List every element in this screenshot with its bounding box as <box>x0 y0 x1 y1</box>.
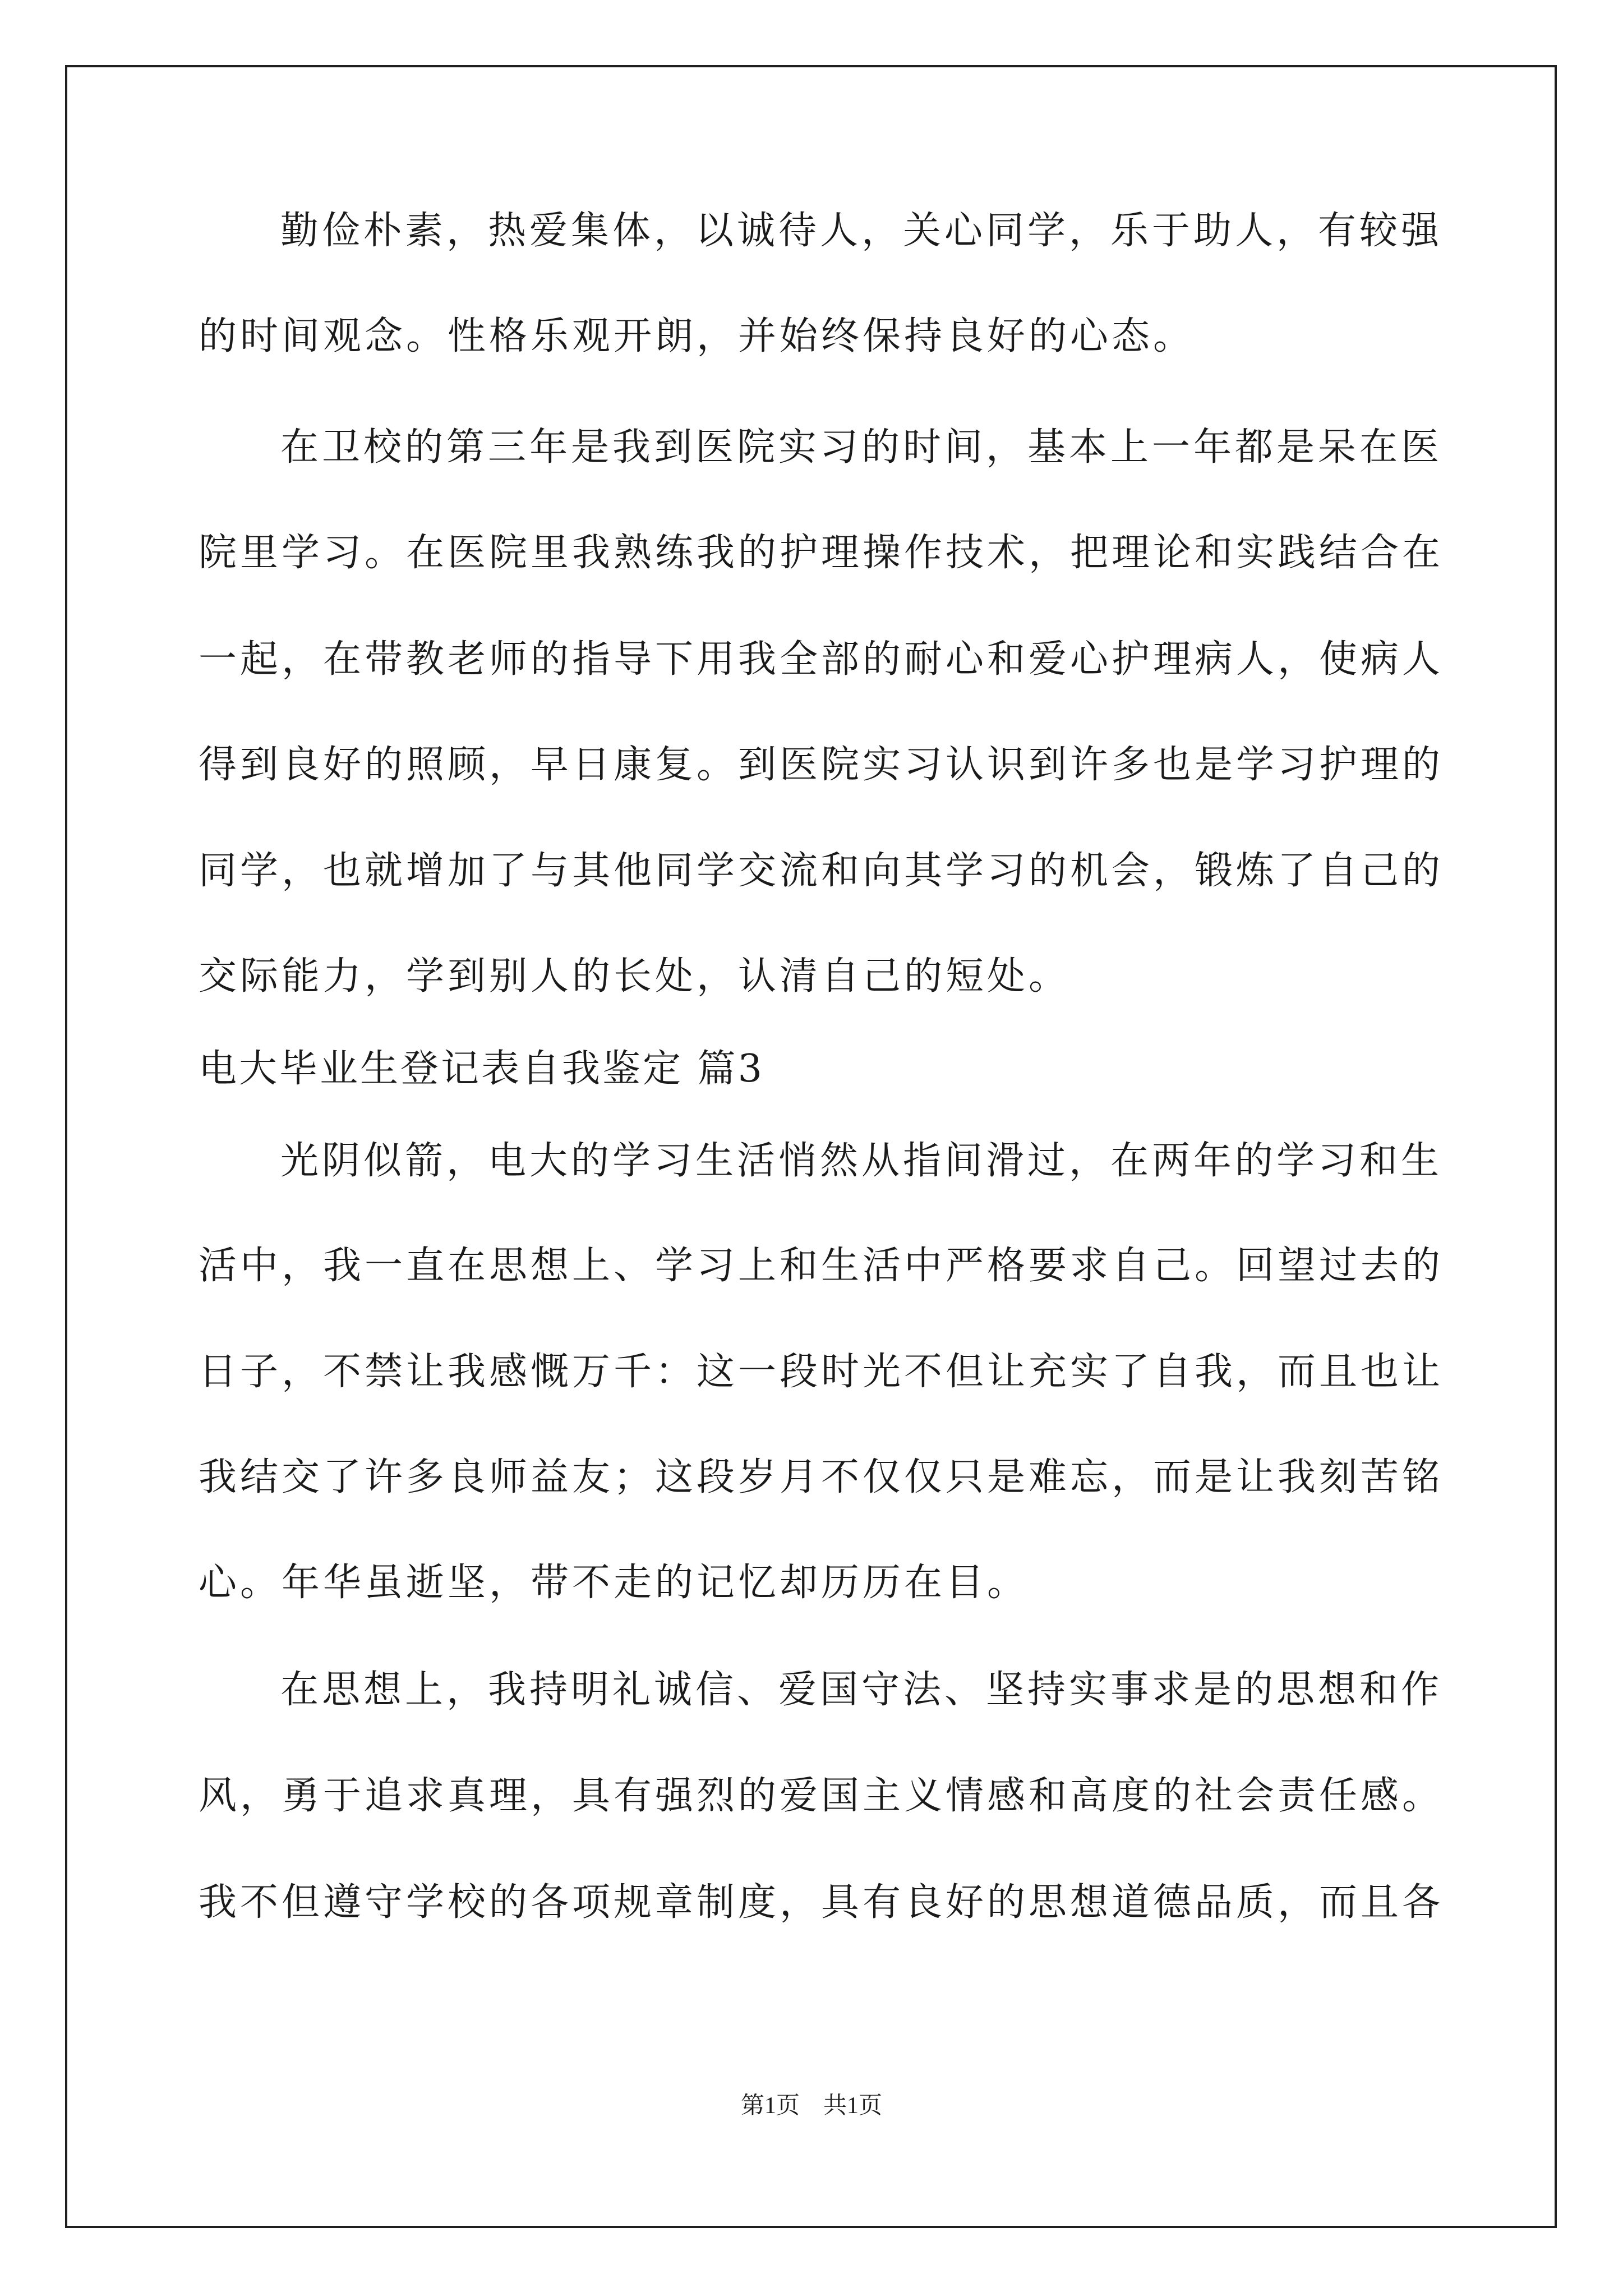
paragraph-line: 活中，我一直在思想上、学习上和生活中严格要求自己。回望过去的 <box>199 1244 1444 1288</box>
page-number-label: 第1页 共1页 <box>740 2093 882 2119</box>
page-footer <box>0 2089 1623 2123</box>
paragraph-line: 风，勇于追求真理，具有强烈的爱国主义情感和高度的社会责任感。 <box>199 1774 1444 1818</box>
paragraph-line: 日子，不禁让我感慨万千：这一段时光不但让充实了自我，而且也让 <box>199 1350 1444 1394</box>
paragraph-line: 一起，在带教老师的指导下用我全部的耐心和爱心护理病人，使病人 <box>199 637 1444 682</box>
paragraph-line: 心。年华虽逝坚，带不走的记忆却历历在目。 <box>199 1561 1029 1605</box>
paragraph-line: 我结交了许多良师益友；这段岁月不仅仅只是难忘，而是让我刻苦铭 <box>199 1455 1444 1499</box>
section-heading: 电大毕业生登记表自我鉴定 篇3 <box>199 1047 764 1091</box>
paragraph-line: 勤俭朴素，热爱集体，以诚待人，关心同学，乐于助人，有较强 <box>280 209 1443 253</box>
paragraph-line: 我不但遵守学校的各项规章制度，具有良好的思想道德品质，而且各 <box>199 1880 1444 1925</box>
paragraph-line: 院里学习。在医院里我熟练我的护理操作技术，把理论和实践结合在 <box>199 531 1444 575</box>
paragraph-line: 在卫校的第三年是我到医院实习的时间，基本上一年都是呆在医 <box>280 425 1443 470</box>
paragraph-line: 交际能力，学到别人的长处，认清自己的短处。 <box>199 954 1071 999</box>
paragraph-line: 光阴似箭，电大的学习生活悄然从指间滑过，在两年的学习和生 <box>280 1139 1443 1183</box>
paragraph-line: 同学，也就增加了与其他同学交流和向其学习的机会，锻炼了自己的 <box>199 849 1444 893</box>
paragraph-line: 在思想上，我持明礼诚信、爱国守法、坚持实事求是的思想和作 <box>280 1668 1443 1712</box>
paragraph-line: 得到良好的照顾，早日康复。到医院实习认识到许多也是学习护理的 <box>199 743 1444 787</box>
paragraph-line: 的时间观念。性格乐观开朗，并始终保持良好的心态。 <box>199 314 1195 358</box>
